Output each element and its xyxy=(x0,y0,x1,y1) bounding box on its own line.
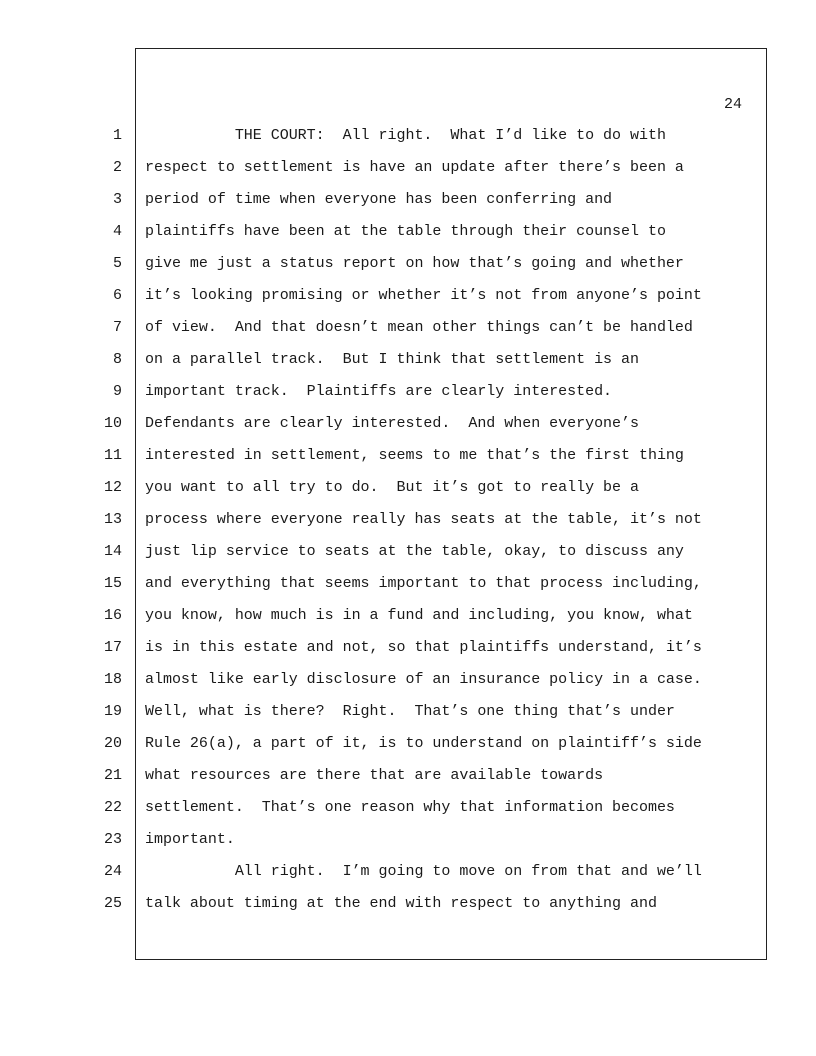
line-text: All right. I’m going to move on from that and we’ll xyxy=(145,863,702,880)
line-number: 11 xyxy=(103,447,122,464)
line-number: 12 xyxy=(103,479,122,496)
line-number: 14 xyxy=(103,543,122,560)
transcript-line xyxy=(0,127,816,159)
line-text: give me just a status report on how that’s going and whether xyxy=(145,255,684,272)
line-number: 22 xyxy=(103,799,122,816)
transcript-line xyxy=(0,191,816,223)
line-text: what resources are there that are available towards xyxy=(145,767,604,784)
line-text: you know, how much is in a fund and including, you know, what xyxy=(145,607,693,624)
line-text: is in this estate and not, so that plaintiffs understand, it’s xyxy=(145,639,702,656)
line-number: 4 xyxy=(112,223,122,240)
transcript-lines xyxy=(0,127,816,927)
transcript-line xyxy=(0,479,816,511)
line-text: process where everyone really has seats at the table, it’s not xyxy=(145,511,702,528)
line-text: plaintiffs have been at the table through their counsel to xyxy=(145,223,666,240)
transcript-line xyxy=(0,767,816,799)
line-number: 25 xyxy=(103,895,122,912)
line-text: Rule 26(a), a part of it, is to understand on plaintiff’s side xyxy=(145,735,702,752)
line-text: settlement. That’s one reason why that information becomes xyxy=(145,799,675,816)
line-text: it’s looking promising or whether it’s not from anyone’s point xyxy=(145,287,702,304)
line-text: Defendants are clearly interested. And when everyone’s xyxy=(145,415,639,432)
line-text: almost like early disclosure of an insurance policy in a case. xyxy=(145,671,702,688)
transcript-line xyxy=(0,735,816,767)
transcript-line xyxy=(0,671,816,703)
line-text: Well, what is there? Right. That’s one thing that’s under xyxy=(145,703,675,720)
transcript-line xyxy=(0,159,816,191)
transcript-line xyxy=(0,831,816,863)
line-number: 24 xyxy=(103,863,122,880)
line-text: talk about timing at the end with respect to anything and xyxy=(145,895,657,912)
transcript-line xyxy=(0,607,816,639)
transcript-line xyxy=(0,383,816,415)
line-text: just lip service to seats at the table, okay, to discuss any xyxy=(145,543,684,560)
line-number: 21 xyxy=(103,767,122,784)
line-text: on a parallel track. But I think that settlement is an xyxy=(145,351,639,368)
line-number: 7 xyxy=(112,319,122,336)
line-number: 10 xyxy=(103,415,122,432)
line-text: you want to all try to do. But it’s got to really be a xyxy=(145,479,639,496)
line-text: and everything that seems important to that process including, xyxy=(145,575,702,592)
transcript-line xyxy=(0,511,816,543)
transcript-line xyxy=(0,639,816,671)
line-text: interested in settlement, seems to me that’s the first thing xyxy=(145,447,684,464)
transcript-line xyxy=(0,287,816,319)
line-text: of view. And that doesn’t mean other things can’t be handled xyxy=(145,319,693,336)
line-number: 2 xyxy=(112,159,122,176)
transcript-line xyxy=(0,895,816,927)
transcript-line xyxy=(0,447,816,479)
line-number: 8 xyxy=(112,351,122,368)
line-text: THE COURT: All right. What I’d like to do with xyxy=(145,127,666,144)
line-number: 9 xyxy=(112,383,122,400)
transcript-line xyxy=(0,351,816,383)
page-number: 24 xyxy=(723,96,742,113)
line-text: important track. Plaintiffs are clearly interested. xyxy=(145,383,613,400)
line-number: 1 xyxy=(112,127,122,144)
transcript-line xyxy=(0,415,816,447)
transcript-line xyxy=(0,703,816,735)
line-number: 20 xyxy=(103,735,122,752)
transcript-line xyxy=(0,255,816,287)
transcript-line xyxy=(0,799,816,831)
transcript-line xyxy=(0,575,816,607)
line-number: 13 xyxy=(103,511,122,528)
line-text: period of time when everyone has been conferring and xyxy=(145,191,613,208)
line-text: important. xyxy=(145,831,235,848)
line-number: 15 xyxy=(103,575,122,592)
transcript-line xyxy=(0,319,816,351)
line-number: 19 xyxy=(103,703,122,720)
line-number: 3 xyxy=(112,191,122,208)
line-number: 6 xyxy=(112,287,122,304)
line-number: 23 xyxy=(103,831,122,848)
line-number: 5 xyxy=(112,255,122,272)
line-number: 18 xyxy=(103,671,122,688)
transcript-line xyxy=(0,863,816,895)
line-text: respect to settlement is have an update after there’s been a xyxy=(145,159,684,176)
transcript-line xyxy=(0,223,816,255)
transcript-line xyxy=(0,543,816,575)
line-number: 17 xyxy=(103,639,122,656)
line-number: 16 xyxy=(103,607,122,624)
